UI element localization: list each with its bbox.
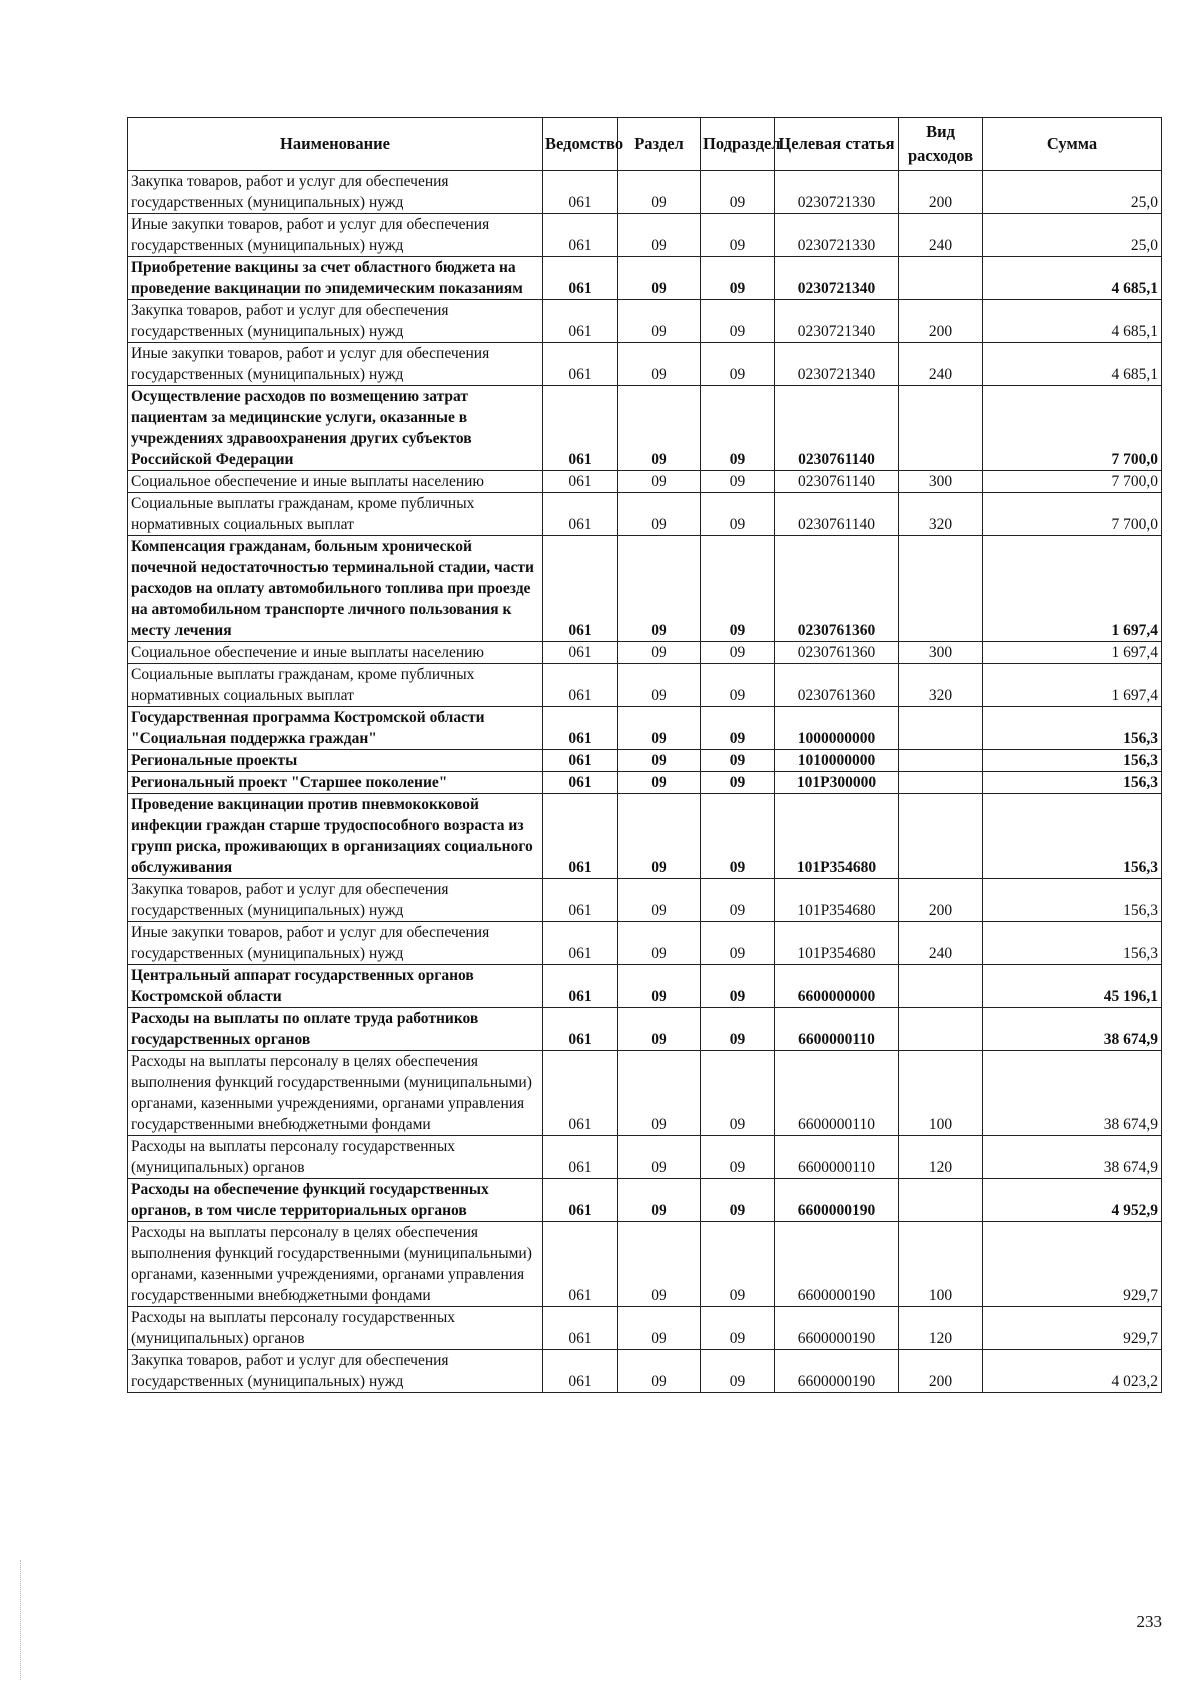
cell-name: Социальные выплаты гражданам, кроме публичных нормативных социальных выплат [128, 664, 543, 707]
table-row [128, 922, 1162, 965]
table-row [128, 214, 1162, 257]
cell-subsection: 09 [701, 257, 775, 300]
cell-section: 09 [618, 171, 701, 214]
cell-subsection: 09 [701, 664, 775, 707]
cell-exp-type: 120 [899, 1136, 983, 1179]
cell-name: Иные закупки товаров, работ и услуг для обеспечения государственных (муниципальных) нужд [128, 214, 543, 257]
cell-exp-type: 300 [899, 471, 983, 493]
scan-margin-line [20, 1560, 22, 1680]
cell-exp-type [899, 257, 983, 300]
cell-name: Закупка товаров, работ и услуг для обеспечения государственных (муниципальных) нужд [128, 1350, 543, 1393]
table-row [128, 965, 1162, 1008]
cell-dept: 061 [543, 171, 618, 214]
cell-exp-type [899, 536, 983, 642]
table-row [128, 343, 1162, 386]
cell-subsection: 09 [701, 171, 775, 214]
cell-target: 6600000000 [775, 965, 899, 1008]
table-row [128, 1307, 1162, 1350]
cell-dept: 061 [543, 300, 618, 343]
cell-subsection: 09 [701, 1008, 775, 1051]
cell-sum: 4 685,1 [983, 257, 1162, 300]
cell-name: Расходы на выплаты персоналу в целях обеспечения выполнения функций государственными (муниципальными) органами, казенными учреждениями, органами управления государственными внебюджетными фондами [128, 1222, 543, 1307]
cell-section: 09 [618, 707, 701, 750]
cell-name: Расходы на выплаты персоналу в целях обеспечения выполнения функций государственными (муниципальными) органами, казенными учреждениями, органами управления государственными внебюджетными фондами [128, 1051, 543, 1136]
cell-section: 09 [618, 343, 701, 386]
cell-target: 0230761360 [775, 664, 899, 707]
table-row [128, 1222, 1162, 1307]
cell-dept: 061 [543, 965, 618, 1008]
cell-section: 09 [618, 1051, 701, 1136]
cell-dept: 061 [543, 1008, 618, 1051]
cell-subsection: 09 [701, 707, 775, 750]
table-row [128, 493, 1162, 536]
cell-dept: 061 [543, 1136, 618, 1179]
cell-sum: 7 700,0 [983, 386, 1162, 471]
cell-target: 6600000190 [775, 1179, 899, 1222]
cell-target: 101P354680 [775, 922, 899, 965]
cell-sum: 45 196,1 [983, 965, 1162, 1008]
page-number: 233 [1136, 1612, 1162, 1631]
header-sum: Сумма [983, 118, 1162, 171]
cell-name: Закупка товаров, работ и услуг для обеспечения государственных (муниципальных) нужд [128, 171, 543, 214]
cell-target: 6600000110 [775, 1136, 899, 1179]
cell-dept: 061 [543, 471, 618, 493]
table-row [128, 750, 1162, 772]
cell-section: 09 [618, 965, 701, 1008]
cell-name: Расходы на выплаты персоналу государственных (муниципальных) органов [128, 1307, 543, 1350]
cell-subsection: 09 [701, 214, 775, 257]
cell-target: 0230761140 [775, 493, 899, 536]
header-section: Раздел [618, 118, 701, 171]
cell-section: 09 [618, 386, 701, 471]
cell-sum: 156,3 [983, 750, 1162, 772]
cell-subsection: 09 [701, 642, 775, 664]
cell-subsection: 09 [701, 965, 775, 1008]
cell-exp-type [899, 772, 983, 794]
cell-name: Государственная программа Костромской области "Социальная поддержка граждан" [128, 707, 543, 750]
cell-section: 09 [618, 750, 701, 772]
cell-subsection: 09 [701, 1051, 775, 1136]
cell-name: Проведение вакцинации против пневмококковой инфекции граждан старше трудоспособного возраста из групп риска, проживающих в организациях социального обслуживания [128, 794, 543, 879]
cell-target: 101P300000 [775, 772, 899, 794]
cell-exp-type: 200 [899, 300, 983, 343]
cell-exp-type [899, 750, 983, 772]
cell-dept: 061 [543, 664, 618, 707]
cell-target: 0230761140 [775, 471, 899, 493]
table-row [128, 536, 1162, 642]
cell-sum: 4 952,9 [983, 1179, 1162, 1222]
cell-sum: 1 697,4 [983, 642, 1162, 664]
cell-name: Осуществление расходов по возмещению затрат пациентам за медицинские услуги, оказанные в учреждениях здравоохранения других субъектов Российской Федерации [128, 386, 543, 471]
cell-sum: 1 697,4 [983, 664, 1162, 707]
cell-name: Региональный проект "Старшее поколение" [128, 772, 543, 794]
cell-section: 09 [618, 1179, 701, 1222]
cell-name: Региональные проекты [128, 750, 543, 772]
cell-name: Иные закупки товаров, работ и услуг для обеспечения государственных (муниципальных) нужд [128, 343, 543, 386]
cell-section: 09 [618, 1136, 701, 1179]
cell-dept: 061 [543, 1307, 618, 1350]
table-row [128, 1350, 1162, 1393]
cell-dept: 061 [543, 536, 618, 642]
cell-target: 1000000000 [775, 707, 899, 750]
cell-target: 1010000000 [775, 750, 899, 772]
table-row [128, 879, 1162, 922]
cell-target: 6600000190 [775, 1222, 899, 1307]
table-header-row [128, 118, 1162, 171]
cell-sum: 929,7 [983, 1222, 1162, 1307]
cell-subsection: 09 [701, 750, 775, 772]
cell-subsection: 09 [701, 1307, 775, 1350]
cell-section: 09 [618, 257, 701, 300]
cell-dept: 061 [543, 1179, 618, 1222]
cell-dept: 061 [543, 1222, 618, 1307]
cell-sum: 156,3 [983, 922, 1162, 965]
cell-sum: 156,3 [983, 707, 1162, 750]
cell-subsection: 09 [701, 343, 775, 386]
cell-section: 09 [618, 879, 701, 922]
table-row [128, 772, 1162, 794]
cell-sum: 38 674,9 [983, 1051, 1162, 1136]
table-body [128, 171, 1162, 1393]
table-row [128, 794, 1162, 879]
cell-dept: 061 [543, 214, 618, 257]
header-target: Целевая статья [775, 118, 899, 171]
table-row [128, 642, 1162, 664]
cell-subsection: 09 [701, 922, 775, 965]
cell-target: 0230721330 [775, 171, 899, 214]
cell-name: Социальное обеспечение и иные выплаты населению [128, 642, 543, 664]
cell-subsection: 09 [701, 471, 775, 493]
cell-target: 6600000110 [775, 1008, 899, 1051]
cell-dept: 061 [543, 1350, 618, 1393]
cell-exp-type: 320 [899, 664, 983, 707]
cell-dept: 061 [543, 922, 618, 965]
cell-subsection: 09 [701, 794, 775, 879]
cell-section: 09 [618, 772, 701, 794]
header-dept: Ведомство [543, 118, 618, 171]
cell-sum: 156,3 [983, 879, 1162, 922]
cell-name: Расходы на обеспечение функций государственных органов, в том числе территориальных органов [128, 1179, 543, 1222]
cell-subsection: 09 [701, 1136, 775, 1179]
budget-table [127, 117, 1162, 1393]
cell-section: 09 [618, 536, 701, 642]
cell-exp-type [899, 1008, 983, 1051]
cell-exp-type: 240 [899, 214, 983, 257]
cell-subsection: 09 [701, 493, 775, 536]
cell-name: Расходы на выплаты персоналу государственных (муниципальных) органов [128, 1136, 543, 1179]
cell-target: 101P354680 [775, 794, 899, 879]
cell-section: 09 [618, 1222, 701, 1307]
table-row [128, 1136, 1162, 1179]
cell-section: 09 [618, 1350, 701, 1393]
cell-sum: 38 674,9 [983, 1008, 1162, 1051]
cell-dept: 061 [543, 343, 618, 386]
table-row [128, 257, 1162, 300]
cell-sum: 4 685,1 [983, 343, 1162, 386]
table-row [128, 171, 1162, 214]
cell-exp-type [899, 386, 983, 471]
header-subsection: Подраздел [701, 118, 775, 171]
cell-dept: 061 [543, 750, 618, 772]
cell-subsection: 09 [701, 1222, 775, 1307]
cell-exp-type: 120 [899, 1307, 983, 1350]
cell-section: 09 [618, 214, 701, 257]
cell-exp-type: 240 [899, 922, 983, 965]
cell-dept: 061 [543, 257, 618, 300]
cell-subsection: 09 [701, 536, 775, 642]
cell-exp-type [899, 794, 983, 879]
cell-sum: 156,3 [983, 772, 1162, 794]
table-row [128, 300, 1162, 343]
cell-dept: 061 [543, 772, 618, 794]
cell-section: 09 [618, 1008, 701, 1051]
cell-sum: 7 700,0 [983, 493, 1162, 536]
cell-sum: 929,7 [983, 1307, 1162, 1350]
cell-sum: 38 674,9 [983, 1136, 1162, 1179]
cell-subsection: 09 [701, 300, 775, 343]
table-row [128, 386, 1162, 471]
cell-target: 6600000190 [775, 1350, 899, 1393]
cell-target: 0230721340 [775, 343, 899, 386]
cell-sum: 4 685,1 [983, 300, 1162, 343]
cell-exp-type: 100 [899, 1051, 983, 1136]
cell-exp-type [899, 965, 983, 1008]
cell-target: 0230761360 [775, 642, 899, 664]
cell-target: 101P354680 [775, 879, 899, 922]
cell-target: 0230761360 [775, 536, 899, 642]
header-exp-type: Вид расходов [899, 118, 983, 171]
cell-name: Социальные выплаты гражданам, кроме публичных нормативных социальных выплат [128, 493, 543, 536]
header-name: Наименование [128, 118, 543, 171]
cell-name: Закупка товаров, работ и услуг для обеспечения государственных (муниципальных) нужд [128, 300, 543, 343]
table-row [128, 1179, 1162, 1222]
cell-target: 0230721340 [775, 300, 899, 343]
cell-exp-type: 200 [899, 1350, 983, 1393]
cell-section: 09 [618, 1307, 701, 1350]
cell-target: 0230761140 [775, 386, 899, 471]
cell-exp-type [899, 707, 983, 750]
cell-exp-type: 240 [899, 343, 983, 386]
cell-exp-type: 200 [899, 879, 983, 922]
cell-subsection: 09 [701, 386, 775, 471]
cell-sum: 1 697,4 [983, 536, 1162, 642]
cell-name: Расходы на выплаты по оплате труда работников государственных органов [128, 1008, 543, 1051]
cell-target: 0230721330 [775, 214, 899, 257]
cell-name: Социальное обеспечение и иные выплаты населению [128, 471, 543, 493]
cell-section: 09 [618, 300, 701, 343]
cell-name: Компенсация гражданам, больным хронической почечной недостаточностью терминальной стадии, части расходов на оплату автомобильного топлива при проезде на автомобильном транспорте личного пользования к месту лечения [128, 536, 543, 642]
cell-dept: 061 [543, 794, 618, 879]
cell-dept: 061 [543, 642, 618, 664]
cell-dept: 061 [543, 1051, 618, 1136]
cell-section: 09 [618, 471, 701, 493]
cell-name: Иные закупки товаров, работ и услуг для обеспечения государственных (муниципальных) нужд [128, 922, 543, 965]
cell-exp-type: 200 [899, 171, 983, 214]
cell-subsection: 09 [701, 1179, 775, 1222]
cell-sum: 4 023,2 [983, 1350, 1162, 1393]
cell-subsection: 09 [701, 772, 775, 794]
cell-target: 0230721340 [775, 257, 899, 300]
cell-dept: 061 [543, 879, 618, 922]
table-row [128, 1008, 1162, 1051]
cell-exp-type: 100 [899, 1222, 983, 1307]
cell-exp-type: 320 [899, 493, 983, 536]
cell-dept: 061 [543, 493, 618, 536]
cell-sum: 25,0 [983, 214, 1162, 257]
cell-target: 6600000190 [775, 1307, 899, 1350]
table-row [128, 707, 1162, 750]
cell-name: Центральный аппарат государственных органов Костромской области [128, 965, 543, 1008]
cell-sum: 7 700,0 [983, 471, 1162, 493]
cell-sum: 25,0 [983, 171, 1162, 214]
cell-subsection: 09 [701, 879, 775, 922]
cell-target: 6600000110 [775, 1051, 899, 1136]
table-row [128, 471, 1162, 493]
cell-exp-type [899, 1179, 983, 1222]
cell-section: 09 [618, 922, 701, 965]
cell-section: 09 [618, 664, 701, 707]
cell-name: Приобретение вакцины за счет областного бюджета на проведение вакцинации по эпидемическим показаниям [128, 257, 543, 300]
table-row [128, 664, 1162, 707]
cell-section: 09 [618, 794, 701, 879]
cell-sum: 156,3 [983, 794, 1162, 879]
cell-exp-type: 300 [899, 642, 983, 664]
cell-section: 09 [618, 642, 701, 664]
table-row [128, 1051, 1162, 1136]
cell-dept: 061 [543, 386, 618, 471]
cell-dept: 061 [543, 707, 618, 750]
cell-subsection: 09 [701, 1350, 775, 1393]
cell-section: 09 [618, 493, 701, 536]
cell-name: Закупка товаров, работ и услуг для обеспечения государственных (муниципальных) нужд [128, 879, 543, 922]
